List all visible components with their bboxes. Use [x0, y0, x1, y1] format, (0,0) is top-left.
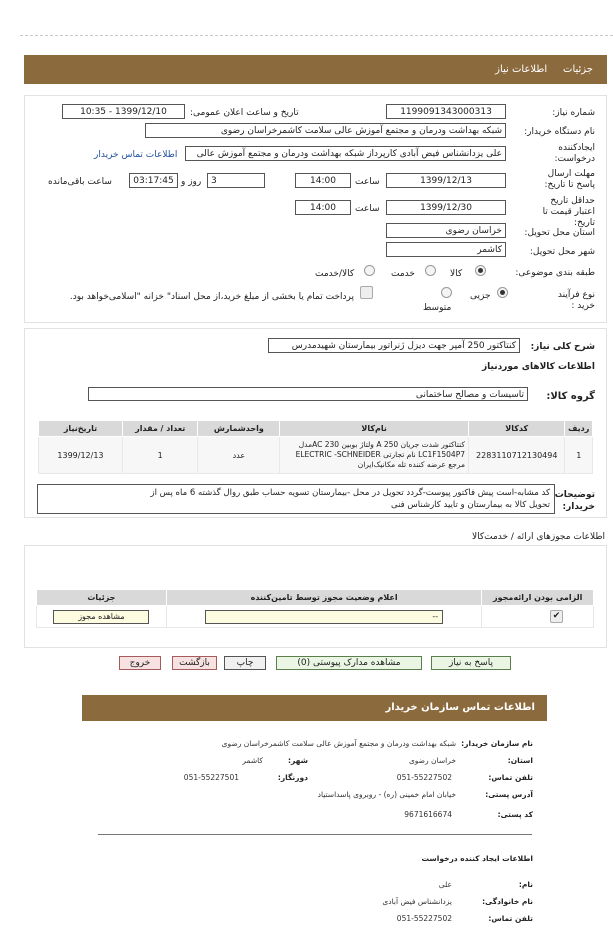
category-goods-service-radio[interactable] — [364, 265, 375, 276]
creator-info-title: اطلاعات ایجاد کننده درخواست — [421, 854, 533, 863]
group-field: تاسیسات و مصالح ساختمانی — [88, 387, 528, 401]
contact-header — [82, 695, 547, 721]
cell-unit: عدد — [198, 437, 280, 474]
min-price-label: حداقل تاریخ اعتبار قیمت تا تاریخ: — [542, 196, 595, 228]
creator-family-label: نام خانوادگی: — [482, 897, 533, 906]
contact-address-value: خیابان امام خمینی (ره) - روبروی پاسداستیاد — [317, 790, 456, 799]
reply-date-field: 1399/12/13 — [386, 173, 506, 188]
table-row — [39, 437, 593, 474]
attachments-button[interactable]: مشاهده مدارک پیوستی (0) — [276, 656, 422, 670]
col-permit-required: الزامی بودن ارائه‌مجوز — [482, 590, 594, 606]
city-field: کاشمر — [386, 242, 506, 257]
creator-name-label: نام: — [518, 880, 533, 889]
permit-status-field: -- — [205, 610, 443, 624]
goods-info-title: اطلاعات کالاهای موردنیاز — [481, 362, 595, 372]
buyer-contact-link[interactable]: اطلاعات تماس خریدار — [94, 150, 178, 160]
breadcrumb-need-info[interactable]: اطلاعات نیاز — [495, 64, 548, 75]
contact-org-label: نام سازمان خریدار: — [461, 739, 533, 748]
contact-postal-label: کد پستی: — [497, 810, 533, 819]
process-label: نوع فرآیند خرید : — [557, 290, 595, 311]
creator-family-value: یزدانشناس فیض آبادی — [382, 897, 452, 906]
remaining-time-field: 03:17:45 — [129, 173, 178, 188]
view-permit-button[interactable]: مشاهده مجوز — [53, 610, 149, 624]
cell-date: 1399/12/13 — [39, 437, 123, 474]
announce-label: تاریخ و ساعت اعلان عمومی: — [190, 108, 299, 118]
contact-fax-label: دورنگار: — [277, 773, 308, 782]
contact-org-value: شبکه بهداشت ودرمان و مجتمع آموزش عالی سلامت کاشمرخراسان رضوی — [221, 739, 456, 748]
summary-field: کنتاکتور 250 آمپر جهت دیزل ژنراتور بیمارستان شهیدمدرس — [268, 338, 520, 353]
cell-name-line-3: مرجع عرضه کننده تله مکانیک‌ایران — [357, 460, 465, 469]
process-partial-label: جزیی — [470, 291, 491, 301]
cell-qty: 1 — [122, 437, 198, 474]
permit-required-check: ✔ — [550, 610, 563, 623]
category-service-label: خدمت — [391, 269, 415, 279]
reply-time-field: 14:00 — [295, 173, 351, 188]
creator-phone-value: 051-55227502 — [396, 914, 452, 923]
creator-label: ایجادکننده درخواست: — [554, 143, 595, 164]
contact-city-value: کاشمر — [242, 756, 263, 765]
reply-time-label: ساعت — [355, 177, 380, 187]
payment-checkbox[interactable] — [360, 286, 373, 299]
contact-fax-value: 051-55227501 — [183, 773, 239, 782]
need-number-label: شماره نیاز: — [552, 108, 595, 118]
buyer-notes-label: توضیحات خریدار: — [554, 490, 595, 512]
col-permit-status: اعلام وضعیت مجوز توسط تامین‌کننده — [166, 590, 482, 606]
category-goods-radio[interactable] — [475, 265, 486, 276]
province-field: خراسان رضوی — [386, 223, 506, 238]
process-medium-radio[interactable] — [441, 287, 452, 298]
permit-required-cell — [482, 606, 594, 628]
price-time-label: ساعت — [355, 204, 380, 214]
permits-table — [36, 589, 594, 628]
contact-address-label: آدرس پستی: — [485, 790, 533, 799]
contact-divider — [98, 834, 532, 835]
days-label: روز و — [181, 177, 202, 187]
col-permit-details: جزئیات — [37, 590, 167, 606]
page-header — [24, 55, 607, 84]
permits-table-header — [37, 590, 594, 606]
contact-title: اطلاعات تماس سازمان خریدار — [385, 702, 535, 713]
buyer-field: شبکه بهداشت ودرمان و مجتمع آموزش عالی سلامت کاشمرخراسان رضوی — [145, 123, 506, 138]
col-date: تاریخ‌نیاز — [39, 421, 123, 437]
buyer-notes-line-2: تحویل کالا به بیمارستان و تایید کارشناس فنی — [391, 500, 550, 510]
process-medium-label: متوسط — [423, 303, 452, 313]
reply-button[interactable]: پاسخ به نیاز — [431, 656, 511, 670]
creator-name-value: علی — [438, 880, 452, 889]
price-time-field: 14:00 — [295, 200, 351, 215]
contact-city-label: شهر: — [288, 756, 308, 765]
contact-province-value: خراسان رضوی — [408, 756, 456, 765]
breadcrumb — [495, 64, 593, 75]
contact-postal-value: 9671616674 — [404, 810, 452, 819]
col-qty: تعداد / مقدار — [122, 421, 198, 437]
cell-code: 2283110712130494 — [469, 437, 565, 474]
need-number-field: 1199091343000313 — [386, 104, 506, 119]
permit-details-cell — [37, 606, 167, 628]
cell-name — [280, 437, 469, 474]
category-goods-service-label: کالا/خدمت — [315, 269, 355, 279]
remaining-label: ساعت باقی‌مانده — [48, 177, 112, 187]
exit-button[interactable]: خروج — [119, 656, 161, 670]
permit-status-cell — [166, 606, 482, 628]
contact-phone-label: تلفن تماس: — [488, 773, 533, 782]
permits-title: اطلاعات مجوزهای ارائه / خدمت‌کالا — [471, 532, 605, 542]
days-field: 3 — [207, 173, 265, 188]
table-row — [37, 606, 594, 628]
cell-name-line-1: کنتاکتور شدت جریان 250 A ولتاژ بوبین 230 ACمدل — [298, 440, 465, 449]
creator-phone-label: تلفن تماس: — [488, 914, 533, 923]
payment-note: پرداخت تمام یا بخشی از مبلغ خرید،از محل اسناد" خزانه "اسلامی‌خواهد بود. — [69, 292, 354, 302]
price-date-field: 1399/12/30 — [386, 200, 506, 215]
breadcrumb-details[interactable]: جزئیات — [563, 64, 593, 75]
print-button[interactable]: چاپ — [224, 656, 266, 670]
col-name: نام‌کالا — [280, 421, 469, 437]
city-label: شهر محل تحویل: — [529, 247, 595, 257]
cell-row: 1 — [565, 437, 593, 474]
category-label: طبقه بندی موضوعی: — [515, 268, 595, 278]
reply-deadline-label: مهلت ارسال پاسخ تا تاریخ: — [544, 169, 595, 190]
group-label: گروه کالا: — [546, 391, 595, 402]
announce-field: 1399/12/10 - 10:35 — [62, 104, 185, 119]
category-service-radio[interactable] — [425, 265, 436, 276]
buyer-notes-field — [37, 484, 555, 514]
col-code: کدکالا — [469, 421, 565, 437]
col-row: ردیف — [565, 421, 593, 437]
buyer-notes-line-1: کد مشابه-است پیش فاکتور پیوست-گردد تحویل در محل -بیمارستان تسویه حساب طبق روال گذشته 6 ماه پس از — [150, 488, 550, 498]
goods-table-header — [39, 421, 593, 437]
cell-name-line-2: LC1F1504P7 نام تجارتی ELECTRIC -SCHNEIDER — [295, 450, 465, 459]
creator-field: علی یزدانشناس فیض آبادی کارپرداز شبکه بهداشت ودرمان و مجتمع آموزش عالی — [185, 146, 506, 161]
contact-province-label: استان: — [507, 756, 533, 765]
contact-phone-value: 051-55227502 — [396, 773, 452, 782]
col-unit: واحدشمارش — [198, 421, 280, 437]
summary-label: شرح کلی نیاز: — [530, 342, 595, 352]
process-partial-radio[interactable] — [497, 287, 508, 298]
goods-table — [38, 420, 593, 474]
back-button[interactable]: بازگشت — [172, 656, 217, 670]
top-divider — [20, 35, 613, 36]
category-goods-label: کالا — [450, 269, 463, 279]
buyer-label: نام دستگاه خریدار: — [524, 127, 595, 137]
province-label: استان محل تحویل: — [524, 228, 595, 238]
